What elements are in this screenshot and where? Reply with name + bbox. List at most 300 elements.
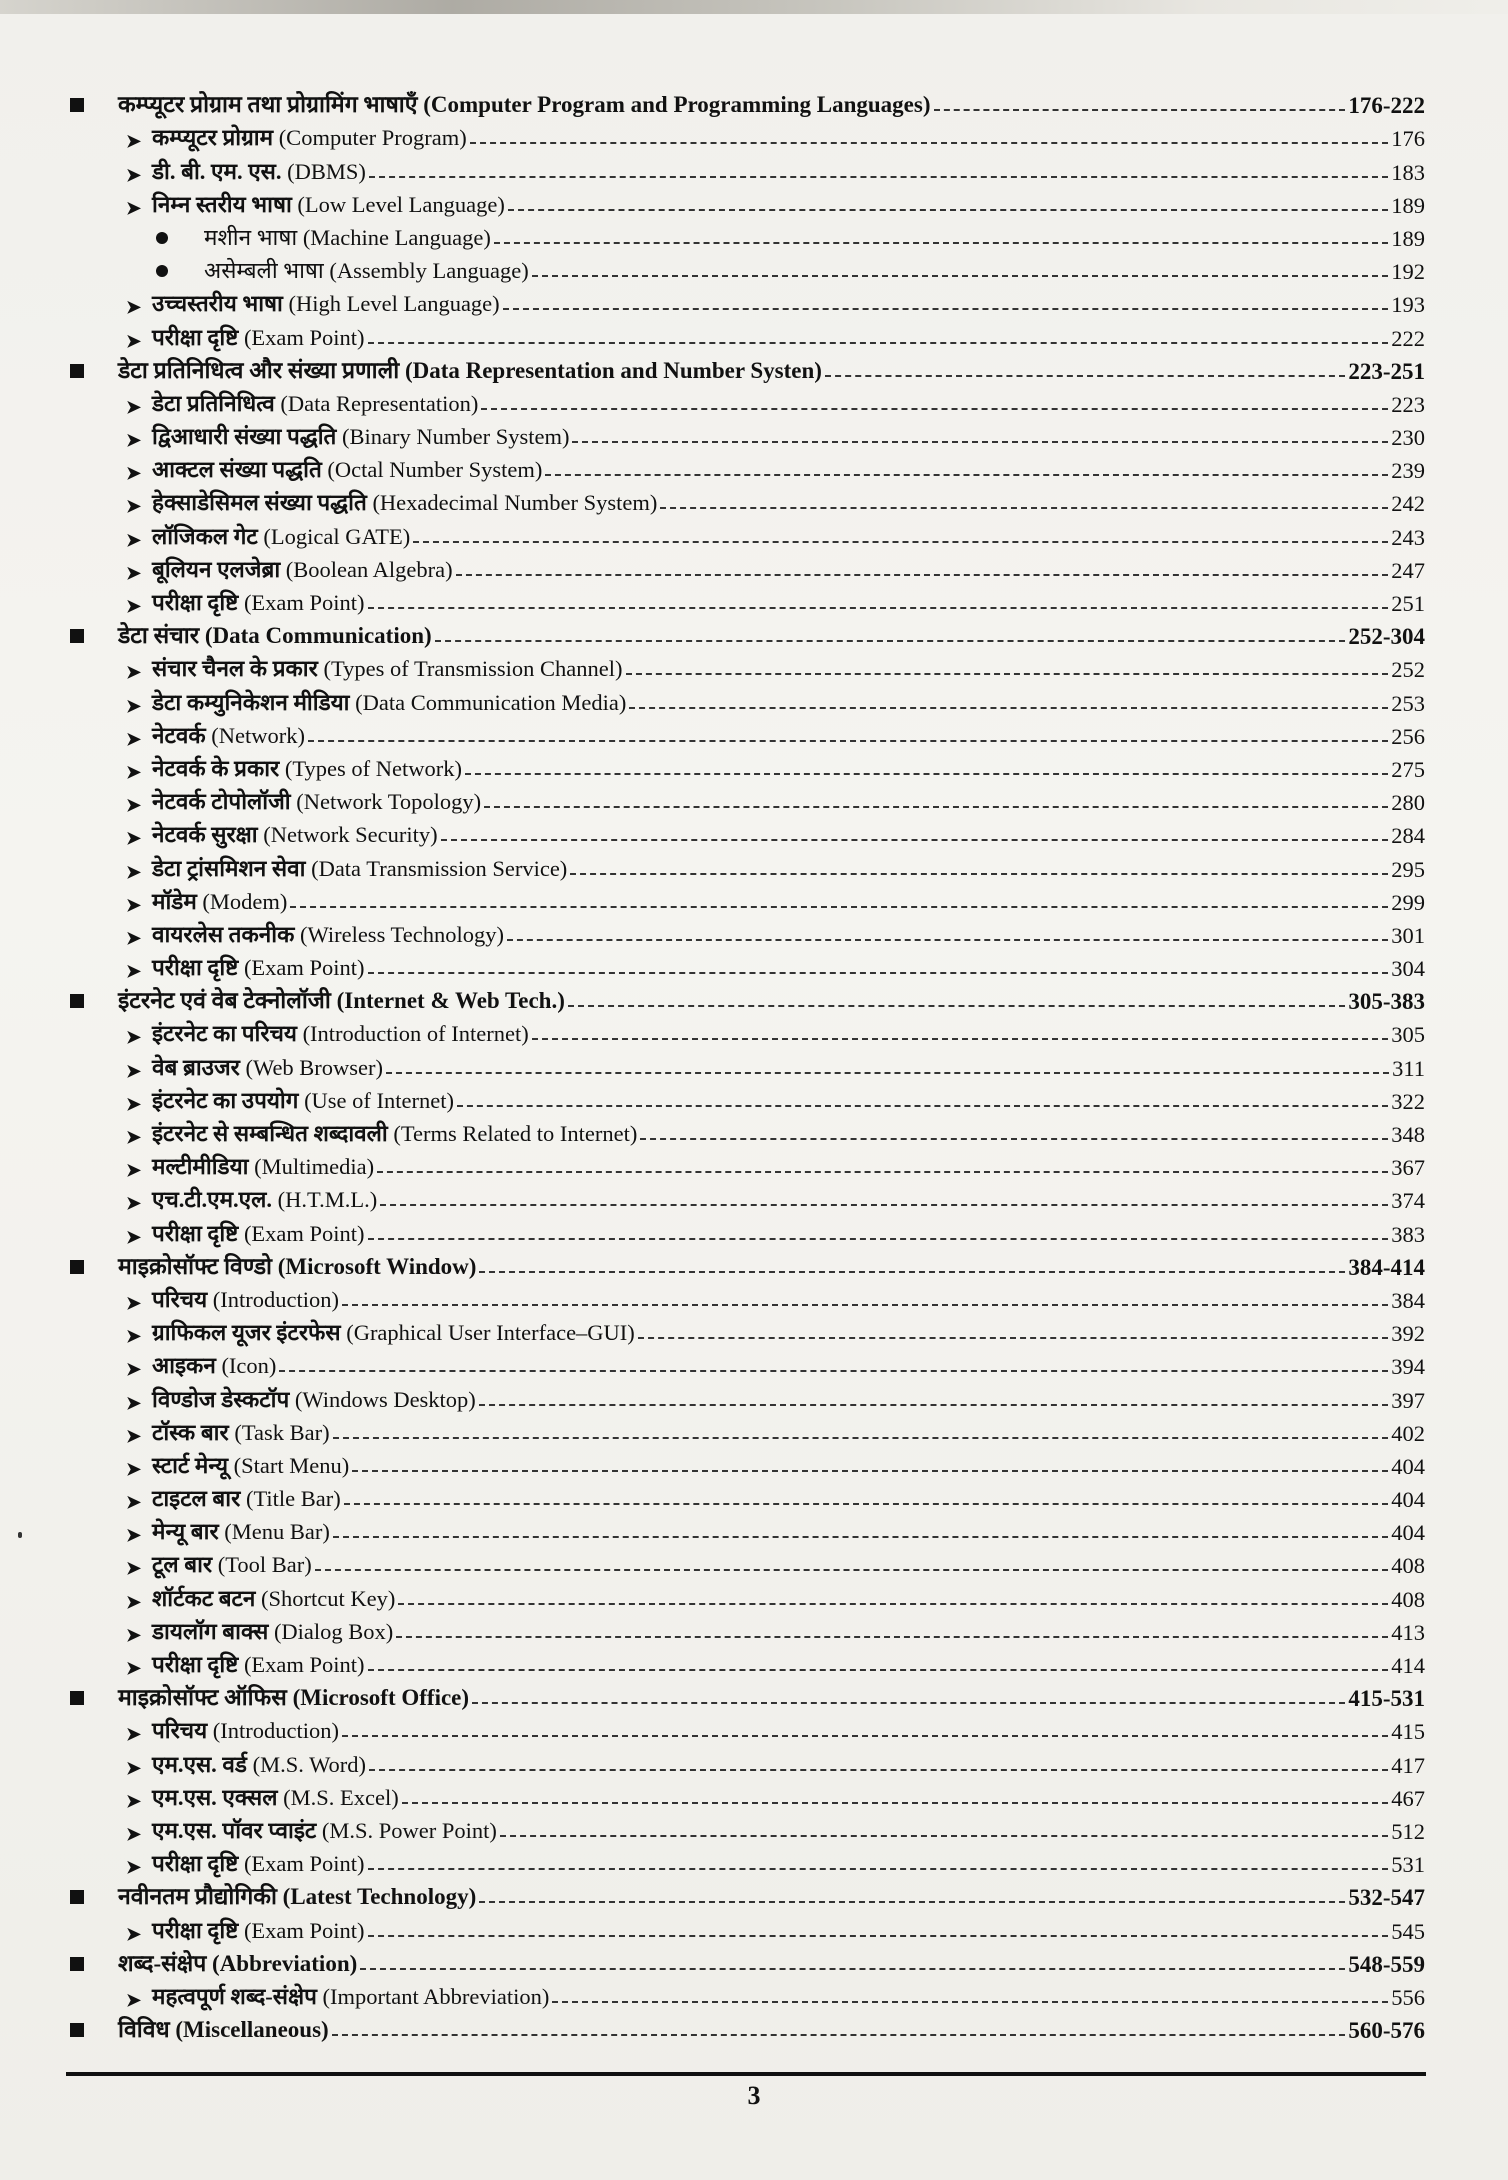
entry-title-english: (Assembly Language) bbox=[329, 258, 529, 284]
entry-title-hindi: आक्टल संख्या पद्धति bbox=[152, 457, 322, 483]
toc-bullet-row bbox=[70, 252, 1425, 285]
dotted-leader bbox=[315, 1569, 1388, 1571]
toc-entry-label bbox=[152, 1814, 497, 1845]
toc-entry-label bbox=[152, 1349, 276, 1380]
toc-entry-label bbox=[152, 719, 305, 750]
entry-title-hindi: परिचय bbox=[152, 1286, 208, 1312]
entry-title-hindi: डेटा कम्युनिकेशन मीडिया bbox=[152, 689, 350, 715]
entry-page-number: 251 bbox=[1391, 591, 1425, 616]
entry-page-number: 415 bbox=[1391, 1719, 1425, 1745]
entry-page-number: 467 bbox=[1391, 1785, 1425, 1811]
toc-subsection-row bbox=[70, 1181, 1425, 1214]
entry-title-english: (Octal Number System) bbox=[327, 457, 543, 483]
entry-title-hindi: नवीनतम प्रौद्योगिकी bbox=[118, 1884, 277, 1910]
toc-subsection-row bbox=[70, 1148, 1425, 1181]
toc-entry-label bbox=[152, 686, 626, 717]
arrow-bullet-icon: ➤ bbox=[126, 396, 142, 417]
arrow-bullet-icon: ➤ bbox=[126, 1392, 142, 1413]
arrow-bullet-icon: ➤ bbox=[126, 961, 142, 982]
square-bullet-icon bbox=[70, 98, 84, 112]
square-bullet-icon bbox=[70, 1957, 84, 1971]
dotted-leader bbox=[402, 1802, 1389, 1804]
entry-title-english: (H.T.M.L.) bbox=[277, 1187, 378, 1213]
entry-page-number: 295 bbox=[1391, 856, 1425, 882]
entry-title-english: (Introduction) bbox=[212, 1286, 339, 1312]
round-bullet-icon bbox=[156, 232, 168, 244]
arrow-bullet-icon: ➤ bbox=[126, 861, 142, 882]
entry-page-number: 397 bbox=[1391, 1387, 1425, 1413]
dotted-leader bbox=[503, 308, 1389, 310]
arrow-bullet-icon: ➤ bbox=[126, 1790, 142, 1811]
toc-entry-label bbox=[152, 188, 505, 219]
arrow-bullet-icon: ➤ bbox=[126, 1724, 142, 1745]
dotted-leader bbox=[413, 541, 1388, 543]
arrow-bullet-icon: ➤ bbox=[126, 131, 142, 152]
toc-entry-label bbox=[152, 321, 365, 352]
arrow-bullet-icon: ➤ bbox=[126, 1425, 142, 1446]
dotted-leader bbox=[333, 1536, 1388, 1538]
dotted-leader bbox=[368, 1669, 1389, 1671]
toc-subsection-row bbox=[70, 1546, 1425, 1579]
toc-entry-label bbox=[152, 1582, 395, 1613]
paper-speck bbox=[18, 1532, 22, 1538]
entry-title-english: (Data Representation and Number Systen) bbox=[404, 357, 822, 383]
dotted-leader bbox=[660, 507, 1388, 509]
entry-page-number: 404 bbox=[1391, 1487, 1425, 1513]
entry-page-number: 383 bbox=[1391, 1221, 1425, 1247]
entry-title-hindi: वायरलेस तकनीक bbox=[152, 921, 295, 947]
toc-subsection-row bbox=[70, 1214, 1425, 1247]
arrow-bullet-icon: ➤ bbox=[126, 1093, 142, 1114]
entry-page-number: 252-304 bbox=[1348, 624, 1425, 650]
dotted-leader bbox=[386, 1072, 1389, 1074]
entry-title-hindi: नेटवर्क के प्रकार bbox=[152, 755, 280, 781]
dotted-leader bbox=[369, 176, 1388, 178]
toc-entry-label bbox=[152, 1914, 365, 1945]
arrow-bullet-icon: ➤ bbox=[126, 1292, 142, 1313]
entry-title-english: (Computer Program) bbox=[278, 125, 467, 151]
entry-page-number: 402 bbox=[1391, 1420, 1425, 1446]
entry-title-english: (Hexadecimal Number System) bbox=[372, 490, 658, 516]
entry-title-english: (Logical GATE) bbox=[263, 523, 411, 549]
entry-page-number: 408 bbox=[1391, 1586, 1425, 1612]
arrow-bullet-icon: ➤ bbox=[126, 1525, 142, 1546]
toc-subsection-row bbox=[70, 551, 1425, 584]
dotted-leader bbox=[532, 275, 1389, 277]
entry-page-number: 413 bbox=[1391, 1619, 1425, 1645]
toc-subsection-row bbox=[70, 1281, 1425, 1314]
toc-entry-label bbox=[152, 951, 365, 982]
arrow-bullet-icon: ➤ bbox=[126, 1857, 142, 1878]
toc-entry-label bbox=[152, 785, 481, 816]
arrow-bullet-icon: ➤ bbox=[126, 297, 142, 318]
toc-section-row bbox=[70, 352, 1425, 385]
dotted-leader bbox=[368, 607, 1389, 609]
entry-title-english: (M.S. Word) bbox=[252, 1751, 367, 1777]
entry-title-hindi: उच्चस्तरीय भाषा bbox=[152, 291, 283, 317]
entry-title-english: (Dialog Box) bbox=[273, 1618, 394, 1644]
dotted-leader bbox=[500, 1835, 1388, 1837]
entry-page-number: 512 bbox=[1391, 1818, 1425, 1844]
entry-title-english: (Tool Bar) bbox=[217, 1552, 312, 1578]
entry-title-english: (Modem) bbox=[202, 888, 288, 914]
entry-title-english: (Network Security) bbox=[263, 822, 438, 848]
toc-entry-label bbox=[118, 983, 565, 1015]
entry-title-english: (Important Abbreviation) bbox=[322, 1983, 550, 2009]
toc-entry-label bbox=[152, 1183, 377, 1214]
entry-title-english: (Introduction) bbox=[212, 1718, 339, 1744]
entry-title-hindi: परीक्षा दृष्टि bbox=[152, 1851, 239, 1877]
entry-page-number: 243 bbox=[1391, 524, 1425, 550]
toc-subsection-row bbox=[70, 1447, 1425, 1480]
toc-entry-label bbox=[152, 1316, 635, 1347]
entry-page-number: 532-547 bbox=[1348, 1885, 1425, 1911]
entry-title-hindi: बूलियन एलजेब्रा bbox=[152, 556, 281, 582]
entry-page-number: 305 bbox=[1391, 1022, 1425, 1048]
entry-page-number: 247 bbox=[1391, 557, 1425, 583]
dotted-leader bbox=[342, 1735, 1388, 1737]
entry-title-english: (Network) bbox=[211, 722, 305, 748]
toc-entry-label bbox=[152, 1449, 349, 1480]
toc-subsection-row bbox=[70, 1414, 1425, 1447]
toc-bullet-row bbox=[70, 219, 1425, 252]
dotted-leader bbox=[380, 1204, 1388, 1206]
dotted-leader bbox=[479, 1404, 1388, 1406]
toc-subsection-row bbox=[70, 1845, 1425, 1878]
square-bullet-icon bbox=[70, 2023, 84, 2037]
arrow-bullet-icon: ➤ bbox=[126, 695, 142, 716]
entry-page-number: 322 bbox=[1391, 1088, 1425, 1114]
entry-title-hindi: डायलॉग बाक्स bbox=[152, 1618, 269, 1644]
entry-title-english: (Miscellaneous) bbox=[175, 2017, 329, 2043]
entry-title-english: (Internet & Web Tech.) bbox=[336, 988, 565, 1014]
dotted-leader bbox=[568, 1005, 1345, 1007]
dotted-leader bbox=[308, 740, 1388, 742]
dotted-leader bbox=[369, 1769, 1388, 1771]
toc-entry-label bbox=[152, 1847, 365, 1878]
entry-title-english: (Low Level Language) bbox=[297, 191, 505, 217]
dotted-leader bbox=[465, 773, 1388, 775]
toc-entry-label bbox=[118, 2012, 329, 2044]
dotted-leader bbox=[435, 640, 1346, 642]
entry-page-number: 301 bbox=[1391, 922, 1425, 948]
toc-subsection-row bbox=[70, 916, 1425, 949]
entry-title-english: (Data Communication Media) bbox=[355, 689, 627, 715]
entry-page-number: 417 bbox=[1391, 1752, 1425, 1778]
toc-entry-label bbox=[118, 87, 931, 119]
arrow-bullet-icon: ➤ bbox=[126, 1558, 142, 1579]
toc-entry-label bbox=[152, 1150, 374, 1181]
entry-title-hindi: परीक्षा दृष्टि bbox=[152, 1917, 239, 1943]
toc-subsection-row bbox=[70, 517, 1425, 550]
entry-page-number: 256 bbox=[1391, 723, 1425, 749]
entry-title-hindi: इंटरनेट का परिचय bbox=[152, 1021, 297, 1047]
entry-page-number: 404 bbox=[1391, 1520, 1425, 1546]
toc-entry-label bbox=[152, 121, 467, 152]
toc-subsection-row bbox=[70, 1812, 1425, 1845]
entry-title-hindi: असेम्बली भाषा bbox=[204, 258, 324, 284]
toc-subsection-row bbox=[70, 816, 1425, 849]
entry-title-english: (Types of Transmission Channel) bbox=[323, 656, 623, 682]
entry-title-english: (Start Menu) bbox=[233, 1452, 350, 1478]
entry-page-number: 222 bbox=[1391, 325, 1425, 351]
toc-entry-label bbox=[152, 1748, 366, 1779]
entry-title-english: (Exam Point) bbox=[243, 590, 365, 615]
toc-subsection-row bbox=[70, 1978, 1425, 2011]
toc-subsection-row bbox=[70, 318, 1425, 351]
toc-subsection-row bbox=[70, 1779, 1425, 1812]
entry-title-hindi: टाइटल बार bbox=[152, 1486, 241, 1512]
arrow-bullet-icon: ➤ bbox=[126, 927, 142, 948]
entry-page-number: 242 bbox=[1391, 491, 1425, 517]
entry-page-number: 560-576 bbox=[1348, 2018, 1425, 2044]
toc-entry-label bbox=[204, 221, 491, 252]
arrow-bullet-icon: ➤ bbox=[126, 1458, 142, 1479]
toc-subsection-row bbox=[70, 1480, 1425, 1513]
entry-title-hindi: परीक्षा दृष्टि bbox=[152, 1652, 239, 1677]
dotted-leader bbox=[368, 1868, 1389, 1870]
entry-title-hindi: मॉडेम bbox=[152, 888, 197, 914]
dotted-leader bbox=[479, 1901, 1345, 1903]
toc-entry-label bbox=[204, 254, 529, 285]
toc-entry-label bbox=[152, 1548, 312, 1579]
entry-title-english: (Network Topology) bbox=[296, 789, 482, 815]
toc-entry-label bbox=[152, 553, 453, 584]
toc-subsection-row bbox=[70, 883, 1425, 916]
entry-title-hindi: निम्न स्तरीय भाषा bbox=[152, 191, 292, 217]
arrow-bullet-icon: ➤ bbox=[126, 1923, 142, 1944]
toc-subsection-row bbox=[70, 484, 1425, 517]
entry-title-english: (Graphical User Interface–GUI) bbox=[346, 1320, 635, 1346]
entry-page-number: 394 bbox=[1391, 1354, 1425, 1380]
arrow-bullet-icon: ➤ bbox=[126, 330, 142, 351]
toc-subsection-row bbox=[70, 418, 1425, 451]
toc-section-row bbox=[70, 1679, 1425, 1712]
entry-title-english: (Task Bar) bbox=[234, 1419, 330, 1445]
dotted-leader bbox=[825, 375, 1345, 377]
entry-title-english: (Title Bar) bbox=[245, 1486, 341, 1512]
square-bullet-icon bbox=[70, 364, 84, 378]
entry-title-hindi: एम.एस. एक्सल bbox=[152, 1784, 278, 1810]
entry-title-hindi: माइक्रोसॉफ्ट ऑफिस bbox=[118, 1685, 287, 1711]
entry-title-english: (Introduction of Internet) bbox=[302, 1021, 529, 1047]
dotted-leader bbox=[626, 673, 1389, 675]
arrow-bullet-icon: ➤ bbox=[126, 562, 142, 583]
dotted-leader bbox=[479, 1271, 1345, 1273]
entry-title-english: (Data Transmission Service) bbox=[311, 855, 568, 881]
toc-subsection-row bbox=[70, 783, 1425, 816]
entry-title-english: (Binary Number System) bbox=[342, 424, 570, 450]
arrow-bullet-icon: ➤ bbox=[126, 164, 142, 185]
square-bullet-icon bbox=[70, 1691, 84, 1705]
entry-title-hindi: शब्द-संक्षेप bbox=[118, 1950, 207, 1976]
entry-title-english: (Menu Bar) bbox=[224, 1519, 330, 1545]
entry-title-hindi: शॉर्टकट बटन bbox=[152, 1585, 256, 1611]
entry-title-english: (Web Browser) bbox=[245, 1054, 384, 1080]
entry-page-number: 414 bbox=[1391, 1653, 1425, 1678]
arrow-bullet-icon: ➤ bbox=[126, 1326, 142, 1347]
entry-title-hindi: मशीन भाषा bbox=[204, 224, 298, 250]
entry-page-number: 367 bbox=[1391, 1155, 1425, 1181]
dotted-leader bbox=[472, 1702, 1345, 1704]
arrow-bullet-icon: ➤ bbox=[126, 1658, 142, 1678]
entry-page-number: 311 bbox=[1392, 1055, 1425, 1081]
toc-entry-label bbox=[152, 387, 478, 418]
entry-title-english: (Terms Related to Internet) bbox=[393, 1121, 638, 1146]
round-bullet-icon bbox=[156, 265, 168, 277]
arrow-bullet-icon: ➤ bbox=[126, 1027, 142, 1048]
toc-entry-label bbox=[118, 1249, 476, 1281]
entry-title-english: (Boolean Algebra) bbox=[285, 556, 453, 582]
entry-page-number: 408 bbox=[1391, 1553, 1425, 1579]
entry-title-hindi: परिचय bbox=[152, 1718, 208, 1744]
entry-page-number: 176 bbox=[1391, 126, 1425, 152]
toc-subsection-row bbox=[70, 119, 1425, 152]
entry-page-number: 299 bbox=[1391, 889, 1425, 915]
dotted-leader bbox=[572, 441, 1388, 443]
entry-title-hindi: नेटवर्क सुरक्षा bbox=[152, 822, 258, 848]
entry-title-hindi: लॉजिकल गेट bbox=[152, 523, 258, 549]
entry-title-english: (M.S. Power Point) bbox=[321, 1817, 497, 1843]
toc-entry-label bbox=[152, 155, 366, 186]
toc-section-row bbox=[70, 2011, 1425, 2044]
arrow-bullet-icon: ➤ bbox=[126, 197, 142, 218]
dotted-leader bbox=[396, 1636, 1388, 1638]
entry-title-hindi: डेटा प्रतिनिधित्व bbox=[152, 390, 275, 416]
toc-entry-label bbox=[152, 1980, 549, 2011]
entry-title-hindi: नेटवर्क टोपोलॉजी bbox=[152, 789, 291, 815]
entry-page-number: 239 bbox=[1391, 458, 1425, 484]
toc-entry-label bbox=[152, 652, 623, 683]
toc-subsection-row bbox=[70, 1380, 1425, 1413]
entry-title-english: (Microsoft Window) bbox=[277, 1253, 477, 1279]
toc-subsection-row bbox=[70, 1579, 1425, 1612]
toc-entry-label bbox=[152, 1117, 637, 1148]
entry-title-hindi: टूल बार bbox=[152, 1552, 213, 1578]
entry-title-hindi: डेटा ट्रांसमिशन सेवा bbox=[152, 855, 306, 881]
arrow-bullet-icon: ➤ bbox=[126, 1359, 142, 1380]
entry-page-number: 384-414 bbox=[1348, 1254, 1425, 1280]
toc-section-row bbox=[70, 1878, 1425, 1911]
square-bullet-icon bbox=[70, 1890, 84, 1904]
arrow-bullet-icon: ➤ bbox=[126, 728, 142, 749]
dotted-leader bbox=[333, 1437, 1389, 1439]
entry-title-hindi: परीक्षा दृष्टि bbox=[152, 955, 239, 981]
entry-title-hindi: परीक्षा दृष्टि bbox=[152, 324, 239, 350]
dotted-leader bbox=[377, 1171, 1388, 1173]
dotted-leader bbox=[368, 1935, 1389, 1937]
toc-subsection-row bbox=[70, 285, 1425, 318]
toc-entry-label bbox=[118, 1946, 357, 1978]
dotted-leader bbox=[456, 574, 1389, 576]
toc-entry-label bbox=[152, 520, 410, 551]
dotted-leader bbox=[532, 1038, 1389, 1040]
arrow-bullet-icon: ➤ bbox=[126, 1823, 142, 1844]
toc-subsection-row bbox=[70, 717, 1425, 750]
toc-entry-label bbox=[152, 1482, 341, 1513]
toc-subsection-row bbox=[70, 1745, 1425, 1778]
arrow-bullet-icon: ➤ bbox=[126, 430, 142, 451]
toc-entry-label bbox=[152, 818, 438, 849]
toc-section-row bbox=[70, 86, 1425, 119]
toc-entry-label bbox=[152, 586, 365, 617]
arrow-bullet-icon: ➤ bbox=[126, 1591, 142, 1612]
dotted-leader bbox=[552, 2001, 1388, 2003]
entry-title-hindi: आइकन bbox=[152, 1353, 216, 1379]
arrow-bullet-icon: ➤ bbox=[126, 828, 142, 849]
dotted-leader bbox=[441, 839, 1389, 841]
entry-title-hindi: स्टार्ट मेन्यू bbox=[152, 1452, 229, 1478]
dotted-leader bbox=[290, 906, 1388, 908]
dotted-leader bbox=[570, 873, 1388, 875]
arrow-bullet-icon: ➤ bbox=[126, 662, 142, 683]
entry-page-number: 252 bbox=[1391, 657, 1425, 683]
entry-title-english: (Wireless Technology) bbox=[300, 921, 504, 947]
toc-entry-label bbox=[152, 1714, 339, 1745]
entry-title-hindi: परीक्षा दृष्टि bbox=[152, 590, 239, 615]
entry-title-hindi: इंटरनेट से सम्बन्धित शब्दावली bbox=[152, 1121, 388, 1146]
arrow-bullet-icon: ➤ bbox=[126, 1127, 142, 1147]
entry-title-hindi: कम्प्यूटर प्रोग्राम bbox=[152, 125, 274, 151]
entry-title-english: (Machine Language) bbox=[302, 224, 491, 250]
entry-page-number: 392 bbox=[1391, 1321, 1425, 1347]
square-bullet-icon bbox=[70, 994, 84, 1008]
dotted-leader bbox=[494, 242, 1388, 244]
entry-page-number: 223 bbox=[1391, 391, 1425, 417]
arrow-bullet-icon: ➤ bbox=[126, 1492, 142, 1513]
entry-title-english: (Computer Program and Programming Languages) bbox=[423, 92, 931, 118]
dotted-leader bbox=[508, 209, 1388, 211]
toc-entry-label bbox=[152, 287, 500, 318]
entry-page-number: 348 bbox=[1391, 1122, 1425, 1147]
arrow-bullet-icon: ➤ bbox=[126, 1060, 142, 1081]
entry-title-hindi: संचार चैनल के प्रकार bbox=[152, 656, 318, 682]
entry-title-hindi: विण्डोज डेस्कटॉप bbox=[152, 1386, 290, 1412]
toc-entry-label bbox=[118, 353, 822, 385]
entry-page-number: 275 bbox=[1391, 756, 1425, 782]
arrow-bullet-icon: ➤ bbox=[126, 795, 142, 816]
toc-subsection-row bbox=[70, 1015, 1425, 1048]
dotted-leader bbox=[360, 1968, 1345, 1970]
toc-entry-label bbox=[152, 420, 569, 451]
toc-section-row bbox=[70, 617, 1425, 650]
dotted-leader bbox=[481, 408, 1388, 410]
entry-page-number: 176-222 bbox=[1348, 93, 1425, 119]
entry-title-english: (M.S. Excel) bbox=[283, 1784, 399, 1810]
dotted-leader bbox=[344, 1503, 1389, 1505]
entry-title-english: (Abbreviation) bbox=[212, 1950, 358, 1976]
entry-title-hindi: माइक्रोसॉफ्ट विण्डो bbox=[118, 1253, 273, 1279]
toc-entry-label bbox=[118, 618, 432, 650]
entry-title-english: (Exam Point) bbox=[243, 1917, 365, 1943]
toc-entry-label bbox=[152, 1416, 330, 1447]
entry-title-english: (DBMS) bbox=[287, 158, 366, 184]
dotted-leader bbox=[342, 1304, 1388, 1306]
toc-entry-label bbox=[152, 918, 504, 949]
entry-page-number: 548-559 bbox=[1348, 1951, 1425, 1977]
entry-title-english: (Exam Point) bbox=[243, 1851, 365, 1877]
toc-subsection-row bbox=[70, 152, 1425, 185]
entry-title-hindi: एम.एस. वर्ड bbox=[152, 1751, 247, 1777]
toc-subsection-row bbox=[70, 584, 1425, 617]
toc-section-row bbox=[70, 1248, 1425, 1281]
arrow-bullet-icon: ➤ bbox=[126, 596, 142, 616]
entry-title-english: (Multimedia) bbox=[254, 1154, 375, 1180]
toc-section-row bbox=[70, 982, 1425, 1015]
entry-title-english: (Icon) bbox=[221, 1353, 277, 1379]
dotted-leader bbox=[484, 806, 1388, 808]
dotted-leader bbox=[507, 939, 1388, 941]
